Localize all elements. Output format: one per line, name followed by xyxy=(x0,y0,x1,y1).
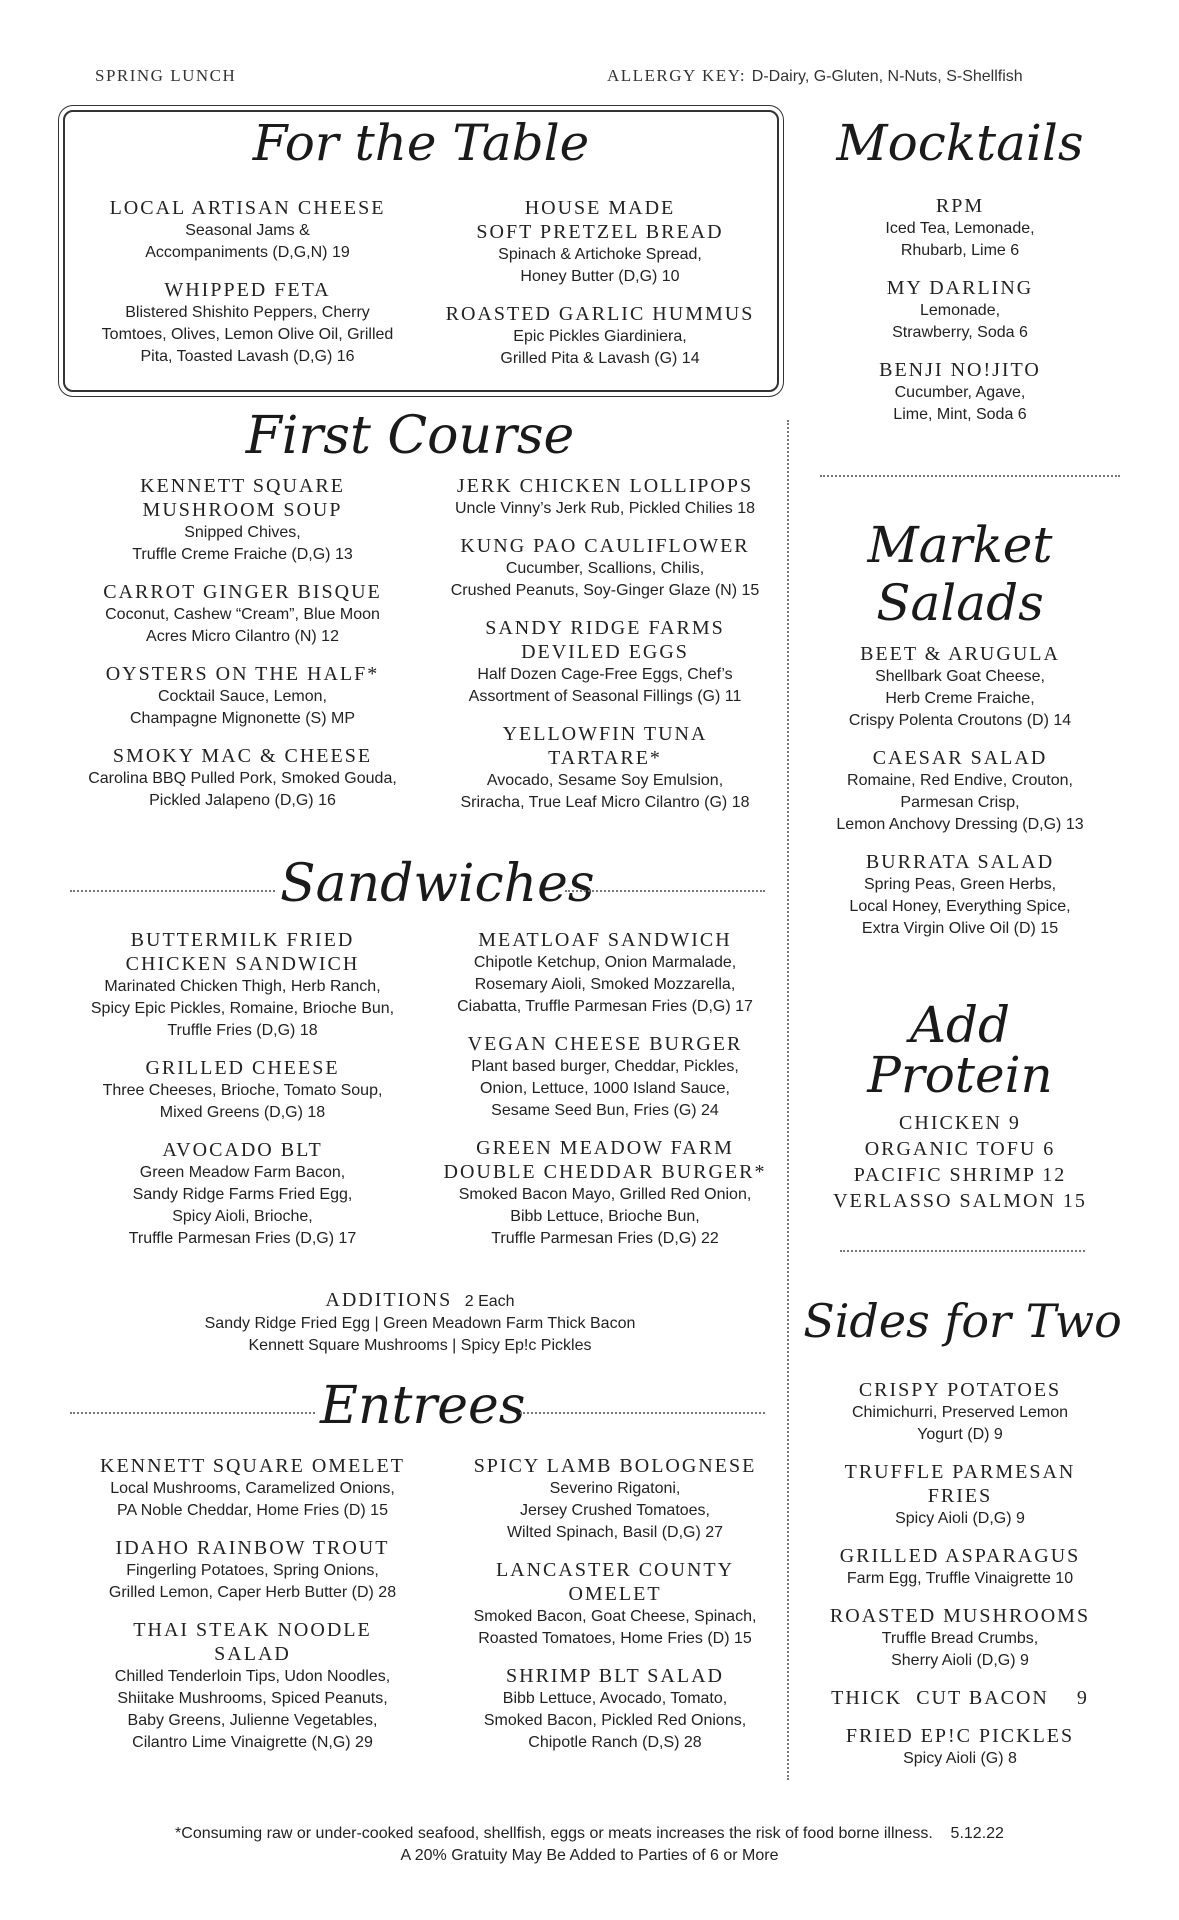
item-name: CHICKEN SANDWICH xyxy=(125,953,360,975)
item-desc: Half Dozen Cage-Free Eggs, Chef’s xyxy=(477,666,733,683)
item-desc: Truffle Bread Crumbs, xyxy=(881,1630,1039,1647)
footer-gratuity: A 20% Gratuity May Be Added to Parties of 6 or More xyxy=(400,1847,779,1864)
additions-label: ADDITIONS xyxy=(325,1289,453,1311)
menu-item xyxy=(805,276,1115,344)
item-desc: Romaine, Red Endive, Crouton, xyxy=(847,772,1073,789)
item-desc: Pita, Toasted Lavash (D,G) 16 xyxy=(140,348,355,365)
item-desc: Coconut, Cashew “Cream”, Blue Moon xyxy=(105,606,380,623)
item-name: WHIPPED FETA xyxy=(164,279,331,301)
menu-item xyxy=(425,616,785,708)
item-name: BEET & ARUGULA xyxy=(860,643,1060,665)
menu-item xyxy=(445,1558,785,1650)
item-desc: Spinach & Artichoke Spread, xyxy=(498,246,702,263)
item-desc: Cucumber, Agave, xyxy=(894,384,1026,401)
menu-item xyxy=(425,722,785,814)
add-protein-heading: Add xyxy=(909,996,1011,1054)
item-name: SANDY RIDGE FARMS xyxy=(485,617,725,639)
sandwiches-left xyxy=(70,928,415,1264)
divider-line xyxy=(565,890,765,892)
footer-disclaimer: *Consuming raw or under-cooked seafood, shellfish, eggs or meats increases the risk of food borne illness. 5.12.22 xyxy=(175,1825,1004,1842)
item-desc: Shellbark Goat Cheese, xyxy=(875,668,1045,685)
protein-item: CHICKEN 9 xyxy=(899,1112,1021,1134)
menu-item xyxy=(805,1544,1115,1590)
item-desc: Shiitake Mushrooms, Spiced Peanuts, xyxy=(117,1690,388,1707)
divider-line xyxy=(70,1412,315,1414)
menu-item xyxy=(70,928,415,1042)
item-desc: Seasonal Jams & xyxy=(185,222,310,239)
menu-item xyxy=(425,928,785,1018)
menu-item xyxy=(430,196,770,288)
item-desc: Rosemary Aioli, Smoked Mozzarella, xyxy=(474,976,736,993)
menu-item xyxy=(805,1460,1115,1530)
item-name: SMOKY MAC & CHEESE xyxy=(112,745,373,767)
sides-heading: Sides for Two xyxy=(803,1294,1122,1348)
item-desc: Sandy Ridge Farms Fried Egg, xyxy=(132,1186,353,1203)
item-name: MEATLOAF SANDWICH xyxy=(478,929,732,951)
item-name: OMELET xyxy=(568,1583,662,1605)
item-name: CRISPY POTATOES xyxy=(858,1379,1062,1401)
item-name: BENJI NO!JITO xyxy=(879,359,1041,381)
menu-item xyxy=(430,302,770,370)
menu-item xyxy=(425,474,785,520)
menu-item xyxy=(805,1604,1115,1672)
item-desc: Severino Rigatoni, xyxy=(549,1480,681,1497)
item-desc: Snipped Chives, xyxy=(184,524,301,541)
item-desc: Three Cheeses, Brioche, Tomato Soup, xyxy=(102,1082,383,1099)
item-desc: Epic Pickles Giardiniera, xyxy=(513,328,687,345)
item-desc: Sherry Aioli (D,G) 9 xyxy=(891,1652,1029,1669)
menu-item xyxy=(805,1724,1115,1770)
item-name: HOUSE MADE xyxy=(524,197,676,219)
item-desc: Baby Greens, Julienne Vegetables, xyxy=(127,1712,378,1729)
item-name: GREEN MEADOW FARM xyxy=(476,1137,734,1159)
item-name: BUTTERMILK FRIED xyxy=(130,929,355,951)
item-desc: Green Meadow Farm Bacon, xyxy=(139,1164,346,1181)
item-name: DOUBLE CHEDDAR BURGER* xyxy=(443,1161,767,1183)
entrees-right xyxy=(445,1454,785,1768)
item-desc: Uncle Vinny’s Jerk Rub, Pickled Chilies 18 xyxy=(455,500,755,517)
item-name: KENNETT SQUARE xyxy=(140,475,345,497)
item-name: THICK CUT BACON 9 xyxy=(831,1687,1089,1709)
item-desc: Onion, Lettuce, 1000 Island Sauce, xyxy=(480,1080,730,1097)
item-desc: Lemon Anchovy Dressing (D,G) 13 xyxy=(836,816,1084,833)
sandwiches-heading: Sandwiches xyxy=(280,854,595,914)
for-the-table-right xyxy=(430,196,770,384)
item-desc: Parmesan Crisp, xyxy=(900,794,1020,811)
item-desc: Farm Egg, Truffle Vinaigrette 10 xyxy=(846,1570,1074,1587)
menu-item xyxy=(805,194,1115,262)
item-desc: Honey Butter (D,G) 10 xyxy=(520,268,680,285)
menu-item xyxy=(70,1454,435,1522)
menu-item xyxy=(70,744,415,812)
additions-price: 2 Each xyxy=(464,1293,515,1310)
item-desc: Strawberry, Soda 6 xyxy=(892,324,1028,341)
item-name: MY DARLING xyxy=(886,277,1034,299)
item-desc: Lemonade, xyxy=(919,302,1001,319)
menu-item xyxy=(70,1536,435,1604)
menu-item xyxy=(70,1056,415,1124)
menu-item xyxy=(75,278,420,368)
menu-item xyxy=(445,1454,785,1544)
item-desc: Chipotle Ketchup, Onion Marmalade, xyxy=(473,954,737,971)
allergy-key xyxy=(607,66,1023,86)
item-name: VEGAN CHEESE BURGER xyxy=(467,1033,743,1055)
item-name: SHRIMP BLT SALAD xyxy=(506,1665,724,1687)
item-name: SOFT PRETZEL BREAD xyxy=(476,221,724,243)
item-desc: Chipotle Ranch (D,S) 28 xyxy=(528,1734,702,1751)
item-desc: Sesame Seed Bun, Fries (G) 24 xyxy=(491,1102,719,1119)
menu-item xyxy=(805,746,1115,836)
item-desc: Crushed Peanuts, Soy-Ginger Glaze (N) 15 xyxy=(450,582,760,599)
menu-item xyxy=(425,534,785,602)
item-desc: Pickled Jalapeno (D,G) 16 xyxy=(149,792,336,809)
item-name: CAESAR SALAD xyxy=(872,747,1048,769)
item-name: OYSTERS ON THE HALF* xyxy=(105,663,380,685)
menu-item xyxy=(805,642,1115,732)
protein-item: VERLASSO SALMON 15 xyxy=(833,1190,1087,1212)
item-desc: Cocktail Sauce, Lemon, xyxy=(158,688,327,705)
item-desc: Local Mushrooms, Caramelized Onions, xyxy=(110,1480,395,1497)
item-name: TRUFFLE PARMESAN xyxy=(844,1461,1076,1483)
item-desc: Mixed Greens (D,G) 18 xyxy=(159,1104,326,1121)
item-desc: Bibb Lettuce, Brioche Bun, xyxy=(510,1208,700,1225)
menu-item xyxy=(70,662,415,730)
item-desc: Spicy Aioli (G) 8 xyxy=(903,1750,1017,1767)
menu-item xyxy=(70,474,415,566)
item-desc: Rhubarb, Lime 6 xyxy=(900,242,1020,259)
item-desc: Blistered Shishito Peppers, Cherry xyxy=(125,304,370,321)
item-desc: Accompaniments (D,G,N) 19 xyxy=(145,244,350,261)
menu-item xyxy=(75,196,420,264)
item-desc: Truffle Parmesan Fries (D,G) 17 xyxy=(128,1230,357,1247)
item-name: RPM xyxy=(935,195,985,217)
menu-item xyxy=(425,1032,785,1122)
item-desc: Jersey Crushed Tomatoes, xyxy=(519,1502,710,1519)
item-name: SALAD xyxy=(214,1643,291,1665)
divider-line xyxy=(820,475,1120,477)
menu-item xyxy=(425,1136,785,1250)
market-salads-heading-2: Salads xyxy=(876,574,1044,632)
for-the-table-heading: For the Table xyxy=(252,114,590,172)
item-desc: Fingerling Potatoes, Spring Onions, xyxy=(126,1562,379,1579)
additions-block xyxy=(70,1288,770,1357)
item-desc: Plant based burger, Cheddar, Pickles, xyxy=(471,1058,739,1075)
item-desc: Spicy Epic Pickles, Romaine, Brioche Bun, xyxy=(90,1000,395,1017)
item-name: KENNETT SQUARE OMELET xyxy=(100,1455,405,1477)
item-desc: Ciabatta, Truffle Parmesan Fries (D,G) 17 xyxy=(457,998,753,1015)
item-desc: Avocado, Sesame Soy Emulsion, xyxy=(486,772,724,789)
item-desc: Carolina BBQ Pulled Pork, Smoked Gouda, xyxy=(88,770,397,787)
item-desc: Truffle Creme Fraiche (D,G) 13 xyxy=(132,546,353,563)
item-desc: Bibb Lettuce, Avocado, Tomato, xyxy=(502,1690,728,1707)
item-name: GRILLED CHEESE xyxy=(145,1057,340,1079)
item-desc: Acres Micro Cilantro (N) 12 xyxy=(146,628,339,645)
item-desc: Grilled Lemon, Caper Herb Butter (D) 28 xyxy=(108,1584,397,1601)
item-desc: Iced Tea, Lemonade, xyxy=(885,220,1035,237)
mocktails-heading: Mocktails xyxy=(836,114,1084,172)
item-desc: Smoked Bacon Mayo, Grilled Red Onion, xyxy=(458,1186,752,1203)
item-desc: Chilled Tenderloin Tips, Udon Noodles, xyxy=(114,1668,391,1685)
item-name: DEVILED EGGS xyxy=(521,641,689,663)
entrees-left xyxy=(70,1454,435,1768)
item-desc: Champagne Mignonette (S) MP xyxy=(130,710,355,727)
additions-line: Sandy Ridge Fried Egg | Green Meadown Farm Thick Bacon xyxy=(204,1315,636,1332)
sandwiches-right xyxy=(425,928,785,1264)
menu-item xyxy=(70,1618,435,1754)
item-desc: Local Honey, Everything Spice, xyxy=(849,898,1071,915)
divider-line xyxy=(70,890,275,892)
add-protein-list xyxy=(805,1110,1115,1214)
item-desc: Roasted Tomatoes, Home Fries (D) 15 xyxy=(478,1630,752,1647)
item-desc: Lime, Mint, Soda 6 xyxy=(893,406,1027,423)
item-name: TARTARE* xyxy=(548,747,662,769)
protein-item: PACIFIC SHRIMP 12 xyxy=(853,1164,1067,1186)
divider-line xyxy=(840,1250,1085,1252)
item-name: YELLOWFIN TUNA xyxy=(502,723,708,745)
item-desc: Smoked Bacon, Goat Cheese, Spinach, xyxy=(473,1608,757,1625)
item-desc: Marinated Chicken Thigh, Herb Ranch, xyxy=(104,978,381,995)
allergy-label: ALLERGY KEY: xyxy=(607,66,747,85)
item-desc: Cilantro Lime Vinaigrette (N,G) 29 xyxy=(132,1734,373,1751)
item-desc: Chimichurri, Preserved Lemon xyxy=(851,1404,1069,1421)
item-desc: Yogurt (D) 9 xyxy=(917,1426,1003,1443)
item-name: FRIED EP!C PICKLES xyxy=(845,1725,1075,1747)
add-protein-heading-2: Protein xyxy=(867,1046,1053,1104)
item-desc: Spicy Aioli (D,G) 9 xyxy=(895,1510,1025,1527)
item-desc: Cucumber, Scallions, Chilis, xyxy=(505,560,705,577)
mocktails-list xyxy=(805,194,1115,440)
item-desc: Truffle Fries (D,G) 18 xyxy=(167,1022,318,1039)
item-name: GRILLED ASPARAGUS xyxy=(839,1545,1081,1567)
item-desc: Crispy Polenta Croutons (D) 14 xyxy=(848,712,1072,729)
item-name: AVOCADO BLT xyxy=(162,1139,323,1161)
item-desc: Wilted Spinach, Basil (D,G) 27 xyxy=(506,1524,724,1541)
market-salads-heading: Market xyxy=(867,516,1053,574)
item-name: CARROT GINGER BISQUE xyxy=(103,581,382,603)
item-desc: PA Noble Cheddar, Home Fries (D) 15 xyxy=(117,1502,388,1519)
item-desc: Tomtoes, Olives, Lemon Olive Oil, Grilled xyxy=(101,326,394,343)
item-name: LOCAL ARTISAN CHEESE xyxy=(109,197,386,219)
entrees-heading: Entrees xyxy=(320,1376,526,1436)
item-desc: Truffle Parmesan Fries (D,G) 22 xyxy=(491,1230,719,1247)
first-course-right xyxy=(425,474,785,828)
item-name: IDAHO RAINBOW TROUT xyxy=(115,1537,390,1559)
divider-line xyxy=(520,1412,765,1414)
item-name: FRIES xyxy=(927,1485,993,1507)
for-the-table-left xyxy=(75,196,420,382)
menu-name: SPRING LUNCH xyxy=(95,66,237,85)
item-desc: Smoked Bacon, Pickled Red Onions, xyxy=(483,1712,747,1729)
item-desc: Spring Peas, Green Herbs, xyxy=(863,876,1057,893)
item-name: KUNG PAO CAULIFLOWER xyxy=(460,535,750,557)
item-desc: Grilled Pita & Lavash (G) 14 xyxy=(500,350,700,367)
item-name: ROASTED GARLIC HUMMUS xyxy=(445,303,755,325)
item-name: ROASTED MUSHROOMS xyxy=(829,1605,1091,1627)
item-name: BURRATA SALAD xyxy=(865,851,1055,873)
menu-item xyxy=(70,580,415,648)
sides-list xyxy=(805,1378,1115,1784)
item-name: JERK CHICKEN LOLLIPOPS xyxy=(456,475,754,497)
menu-item xyxy=(805,1378,1115,1446)
menu-item xyxy=(70,1138,415,1250)
allergy-key-text: D-Dairy, G-Gluten, N-Nuts, S-Shellfish xyxy=(751,68,1023,85)
item-name: LANCASTER COUNTY xyxy=(495,1559,735,1581)
item-name: SPICY LAMB BOLOGNESE xyxy=(473,1455,757,1477)
item-desc: Herb Creme Fraiche, xyxy=(885,690,1035,707)
menu-item xyxy=(805,1686,1115,1710)
item-name: THAI STEAK NOODLE xyxy=(133,1619,372,1641)
item-name: MUSHROOM SOUP xyxy=(142,499,343,521)
menu-item xyxy=(445,1664,785,1754)
menu-item xyxy=(805,358,1115,426)
column-divider xyxy=(787,420,789,1780)
item-desc: Assortment of Seasonal Fillings (G) 11 xyxy=(468,688,742,705)
additions-line: Kennett Square Mushrooms | Spicy Ep!c Pickles xyxy=(248,1337,592,1354)
protein-item: ORGANIC TOFU 6 xyxy=(864,1138,1056,1160)
menu-item xyxy=(805,850,1115,940)
first-course-left xyxy=(70,474,415,826)
item-desc: Sriracha, True Leaf Micro Cilantro (G) 18 xyxy=(460,794,750,811)
item-desc: Extra Virgin Olive Oil (D) 15 xyxy=(861,920,1059,937)
item-desc: Spicy Aioli, Brioche, xyxy=(172,1208,313,1225)
first-course-heading: First Course xyxy=(245,406,575,466)
market-salads-list xyxy=(805,642,1115,954)
